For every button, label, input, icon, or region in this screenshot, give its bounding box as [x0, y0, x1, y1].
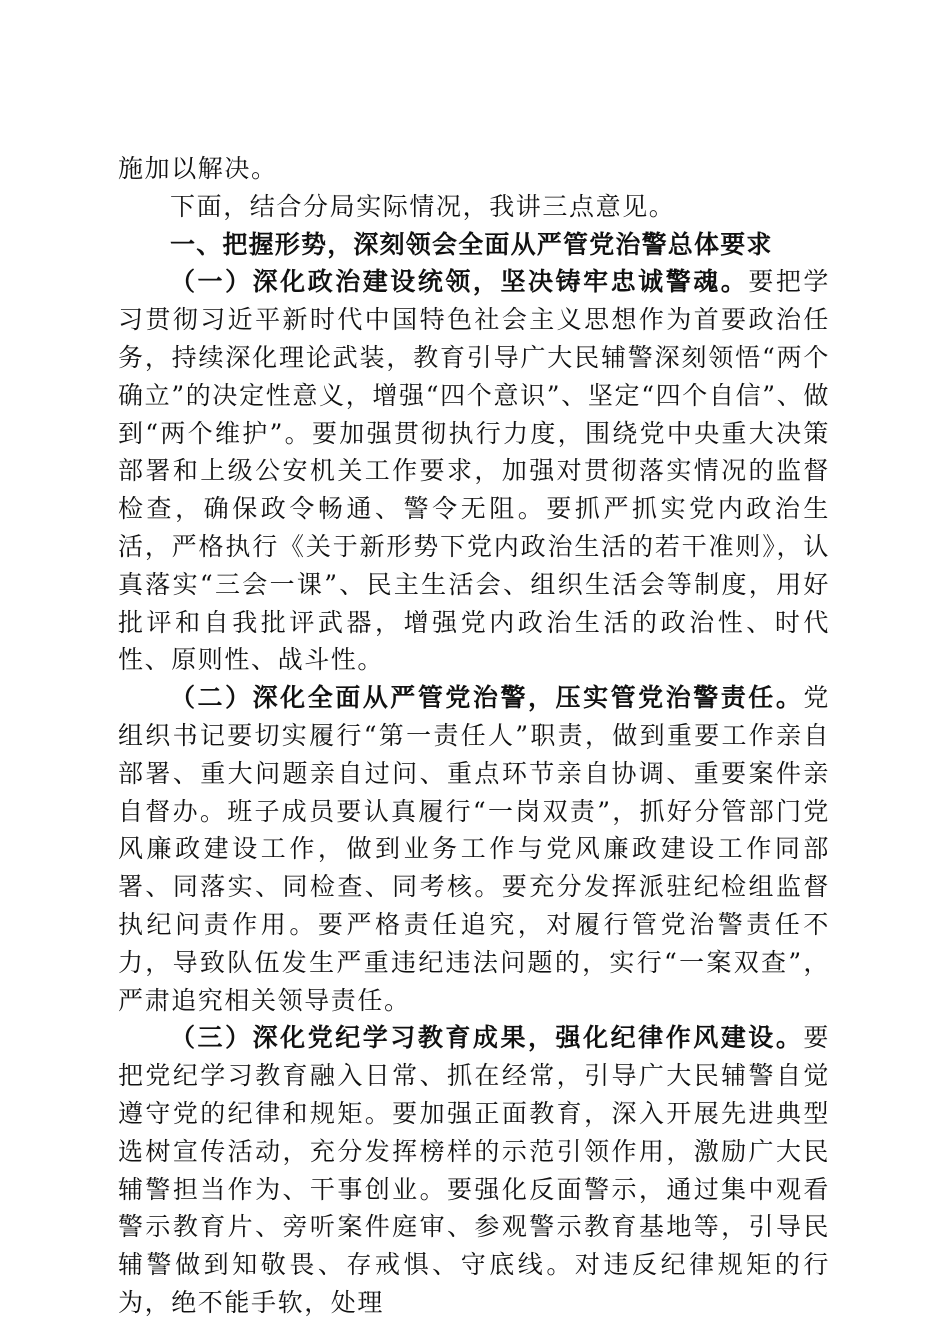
subsection-3-title: （三）深化党纪学习教育成果，强化纪律作风建设。 [170, 1023, 804, 1053]
subsection-2-title: （二）深化全面从严管党治警，压实管党治警责任。 [170, 683, 804, 713]
subsection-1-body: 要把学习贯彻习近平新时代中国特色社会主义思想作为首要政治任务，持续深化理论武装，教育引导广大民辅警深刻领悟“两个确立”的决定性意义，增强“四个意识”、坚定“四个自信”、做到“两个维护”。要加强贯彻执行力度，围绕党中央重大决策部署和上级公安机关工作要求，加强对贯彻落实情况的监督检查，确保政令畅通、警令无阻。要抓严抓实党内政治生活，严格执行《关于新形势下党内政治生活的若干准则》，认真落实“三会一课”、民主生活会、组织生活会等制度，用好批评和自我批评武器，增强党内政治生活的政治性、时代性、原则性、战斗性。 [118, 267, 830, 675]
subsection-1-title: （一）深化政治建设统领，坚决铸牢忠诚警魂。 [170, 267, 749, 297]
paragraph-intro-tail: 施加以解决。 [118, 154, 278, 183]
subsection-1 [118, 263, 830, 679]
document-body [118, 150, 830, 1322]
subsection-2-body: 党组织书记要切实履行“第一责任人”职责，做到重要工作亲自部署、重大问题亲自过问、重点环节亲自协调、重要案件亲自督办。班子成员要认真履行“一岗双责”，抓好分管部门党风廉政建设工作，做到业务工作与党风廉政建设工作同部署、同落实、同检查、同考核。要充分发挥派驻纪检组监督执纪问责作用。要严格责任追究，对履行管党治警责任不力，导致队伍发生严重违纪违法问题的，实行“一案双查”，严肃追究相关领导责任。 [118, 683, 830, 1015]
paragraph-intro: 下面，结合分局实际情况，我讲三点意见。 [170, 191, 676, 221]
subsection-2 [118, 679, 830, 1019]
section-heading-1: 一、把握形势，深刻领会全面从严管党治警总体要求 [170, 229, 773, 259]
subsection-3-body: 要把党纪学习教育融入日常、抓在经常，引导广大民辅警自觉遵守党的纪律和规矩。要加强正面教育，深入开展先进典型选树宣传活动，充分发挥榜样的示范引领作用，激励广大民辅警担当作为、干事创业。要强化反面警示，通过集中观看警示教育片、旁听案件庭审、参观警示教育基地等，引导民辅警做到知敬畏、存戒惧、守底线。对违反纪律规矩的行为，绝不能手软，处理 [118, 1023, 830, 1317]
subsection-3 [118, 1019, 830, 1321]
